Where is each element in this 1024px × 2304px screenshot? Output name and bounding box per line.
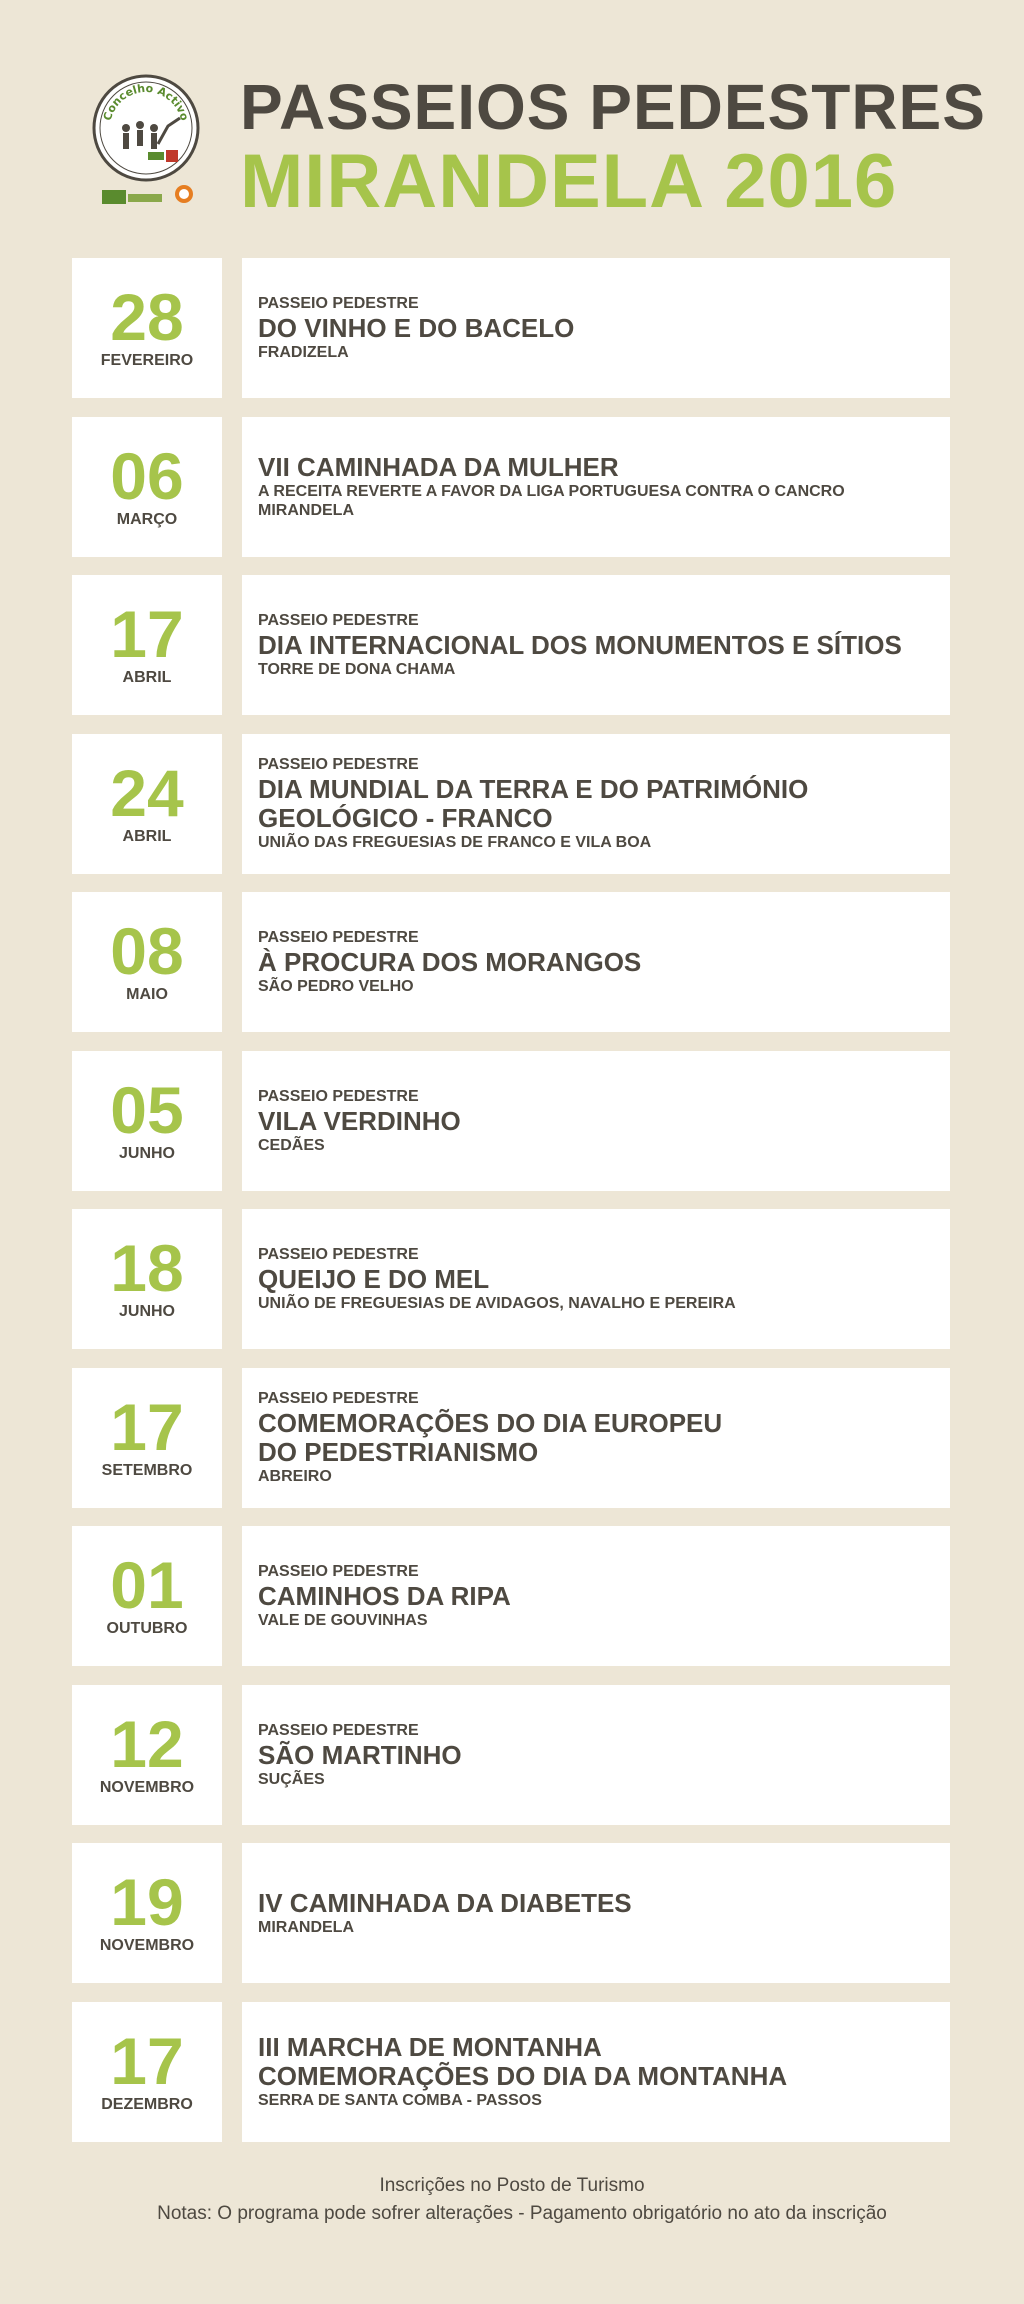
- event-row: [72, 734, 950, 874]
- event-info: [242, 258, 950, 398]
- event-name: DIA INTERNACIONAL DOS MONUMENTOS E SÍTIOS: [258, 630, 902, 660]
- event-name: COMEMORAÇÕES DO DIA EUROPEU: [258, 1408, 723, 1438]
- event-day: 01: [110, 1548, 184, 1622]
- event-name: CAMINHOS DA RIPA: [258, 1581, 511, 1611]
- event-day: 06: [110, 438, 184, 513]
- event-date: [72, 734, 222, 874]
- event-row: [72, 1051, 950, 1191]
- event-date: [72, 1526, 222, 1666]
- event-month: DEZEMBRO: [101, 2095, 193, 2113]
- event-day: 05: [110, 1072, 184, 1147]
- event-month: JUNHO: [118, 1303, 175, 1320]
- event-date: [72, 1051, 222, 1191]
- event-kicker: PASSEIO PEDESTRE: [258, 929, 419, 946]
- event-month: JUNHO: [118, 1144, 175, 1162]
- event-day: 12: [110, 1706, 184, 1781]
- event-date: [72, 258, 222, 398]
- event-row: [72, 417, 950, 557]
- event-info: [242, 734, 950, 874]
- event-month: FEVEREIRO: [100, 352, 194, 369]
- event-day: 17: [110, 1389, 184, 1464]
- event-location: SUÇÃES: [258, 1770, 325, 1788]
- event-day: 08: [110, 914, 184, 988]
- event-date: [72, 2002, 222, 2142]
- event-day: 17: [110, 2023, 184, 2098]
- event-info: [242, 417, 950, 557]
- event-month: NOVEMBRO: [99, 1937, 195, 1954]
- event-month: SETEMBRO: [101, 1461, 193, 1479]
- event-info: [242, 1209, 950, 1349]
- event-name: DO PEDESTRIANISMO: [258, 1437, 539, 1467]
- event-info: [242, 575, 950, 715]
- event-month: ABRIL: [122, 669, 172, 686]
- event-location: CEDÃES: [258, 1136, 325, 1154]
- event-name: IV CAMINHADA DA DIABETES: [258, 1888, 632, 1918]
- svg-text:Concelho Activo: Concelho Activo: [100, 81, 192, 123]
- footer: [0, 2172, 1024, 2228]
- event-date: [72, 1685, 222, 1825]
- event-name: DO VINHO E DO BACELO: [258, 313, 575, 343]
- event-location: SÃO PEDRO VELHO: [258, 978, 414, 995]
- event-month: MAIO: [126, 986, 168, 1003]
- event-date: [72, 1368, 222, 1508]
- event-info: [242, 2002, 950, 2142]
- title-line1: PASSEIOS PEDESTRES: [240, 71, 986, 143]
- event-kicker: PASSEIO PEDESTRE: [258, 756, 419, 773]
- event-row: [72, 1526, 950, 1666]
- event-row: [72, 258, 950, 398]
- event-row: [72, 575, 950, 715]
- event-name: VILA VERDINHO: [258, 1105, 461, 1136]
- event-location: VALE DE GOUVINHAS: [258, 1612, 428, 1629]
- event-kicker: PASSEIO PEDESTRE: [258, 1563, 419, 1580]
- event-location: ABREIRO: [258, 1468, 332, 1485]
- footer-notes: Notas: O programa pode sofrer alterações - Pagamento obrigatório no ato da inscrição: [157, 2203, 887, 2224]
- event-date: [72, 892, 222, 1032]
- event-row: [72, 1843, 950, 1983]
- title-line2: MIRANDELA 2016: [240, 139, 898, 224]
- event-row: [72, 892, 950, 1032]
- event-name: GEOLÓGICO - FRANCO: [258, 803, 553, 833]
- event-day: 18: [110, 1231, 184, 1305]
- event-location: A RECEITA REVERTE A FAVOR DA LIGA PORTUGUESA CONTRA O CANCRO: [258, 483, 845, 500]
- event-location: MIRANDELA: [258, 502, 354, 519]
- event-location: SERRA DE SANTA COMBA - PASSOS: [258, 2092, 542, 2109]
- event-info: [242, 1368, 950, 1508]
- event-location: FRADIZELA: [258, 344, 349, 361]
- event-day: 28: [110, 280, 184, 354]
- event-location: MIRANDELA: [258, 1919, 354, 1936]
- event-name: III MARCHA DE MONTANHA: [258, 2032, 602, 2062]
- event-row: [72, 2002, 950, 2142]
- event-name: VII CAMINHADA DA MULHER: [258, 452, 619, 482]
- event-name: SÃO MARTINHO: [258, 1739, 462, 1770]
- event-name: À PROCURA DOS MORANGOS: [258, 947, 642, 977]
- event-day: 24: [110, 755, 184, 830]
- event-kicker: PASSEIO PEDESTRE: [258, 1246, 419, 1263]
- event-info: [242, 1526, 950, 1666]
- event-kicker: PASSEIO PEDESTRE: [258, 295, 419, 312]
- event-row: [72, 1368, 950, 1508]
- event-day: 19: [110, 1865, 184, 1939]
- event-date: [72, 417, 222, 557]
- event-location: UNIÃO DE FREGUESIAS DE AVIDAGOS, NAVALHO E PEREIRA: [258, 1295, 736, 1312]
- event-month: ABRIL: [122, 827, 172, 845]
- concelho-activo-logo: [88, 70, 208, 220]
- event-date: [72, 1843, 222, 1983]
- event-info: [242, 1843, 950, 1983]
- header: [0, 0, 1024, 250]
- event-kicker: PASSEIO PEDESTRE: [258, 1721, 419, 1739]
- event-info: [242, 1051, 950, 1191]
- event-name: DIA MUNDIAL DA TERRA E DO PATRIMÓNIO: [258, 774, 809, 804]
- event-row: [72, 1209, 950, 1349]
- event-date: [72, 575, 222, 715]
- event-kicker: PASSEIO PEDESTRE: [258, 1087, 419, 1105]
- event-day: 17: [110, 597, 184, 671]
- event-row: [72, 1685, 950, 1825]
- event-location: UNIÃO DAS FREGUESIAS DE FRANCO E VILA BOA: [258, 834, 652, 851]
- events-list: [72, 258, 950, 2160]
- event-info: [242, 1685, 950, 1825]
- event-month: NOVEMBRO: [99, 1778, 195, 1796]
- event-info: [242, 892, 950, 1032]
- event-kicker: PASSEIO PEDESTRE: [258, 612, 419, 629]
- event-location: TORRE DE DONA CHAMA: [258, 661, 456, 678]
- event-name: COMEMORAÇÕES DO DIA DA MONTANHA: [258, 2061, 788, 2091]
- event-date: [72, 1209, 222, 1349]
- event-name: QUEIJO E DO MEL: [258, 1264, 490, 1294]
- event-month: MARÇO: [116, 510, 178, 528]
- footer-registration: Inscrições no Posto de Turismo: [379, 2175, 645, 2196]
- event-kicker: PASSEIO PEDESTRE: [258, 1390, 419, 1407]
- event-month: OUTUBRO: [106, 1620, 188, 1637]
